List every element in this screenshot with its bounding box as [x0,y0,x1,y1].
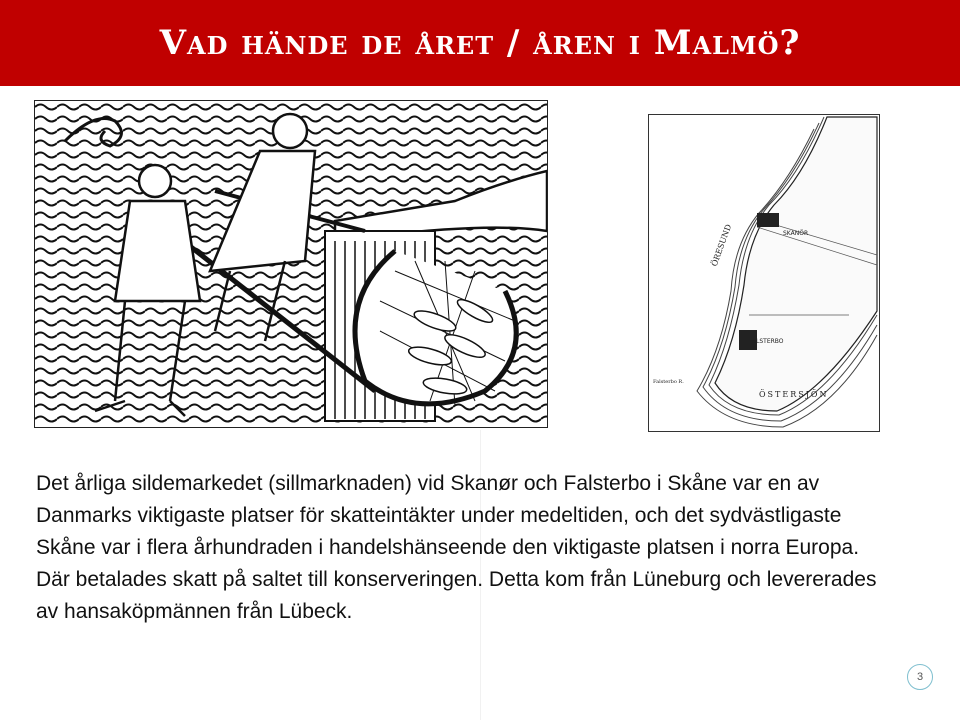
slide-title: Vad hände de året / åren i Malmö? [159,23,801,63]
map-drawing [649,115,879,431]
map-label-oresund: ÖRESUND [709,223,734,268]
page-number: 3 [916,671,924,683]
map-label-falsterbo: FALSTERBO [749,338,784,345]
fishing-woodcut-drawing [35,101,547,427]
page-number-badge [907,664,933,690]
map-label-small: Falsterbo R. [653,379,684,385]
map-label-skanor: SKANÖR [783,230,809,237]
map-label-ostersjon: ÖSTERSJÖN [759,390,829,399]
body-paragraph: Det årliga sildemarkedet (sillmarknaden) vid Skanør och Falsterbo i Skåne var en av Danmarks viktigaste platser för skatteintäkter under medeltiden, och det sydvästligaste Skåne var i flera århundraden i handelshänseende den viktigaste platsen i norra Europa. Där betalades skatt på saltet till konserveringen. Detta kom från Lüneburg och levererades av hansaköpmännen från Lübeck. [36,472,877,623]
title-bar [0,0,960,86]
fishing-woodcut-image [34,100,548,428]
skanor-falsterbo-map [648,114,880,432]
